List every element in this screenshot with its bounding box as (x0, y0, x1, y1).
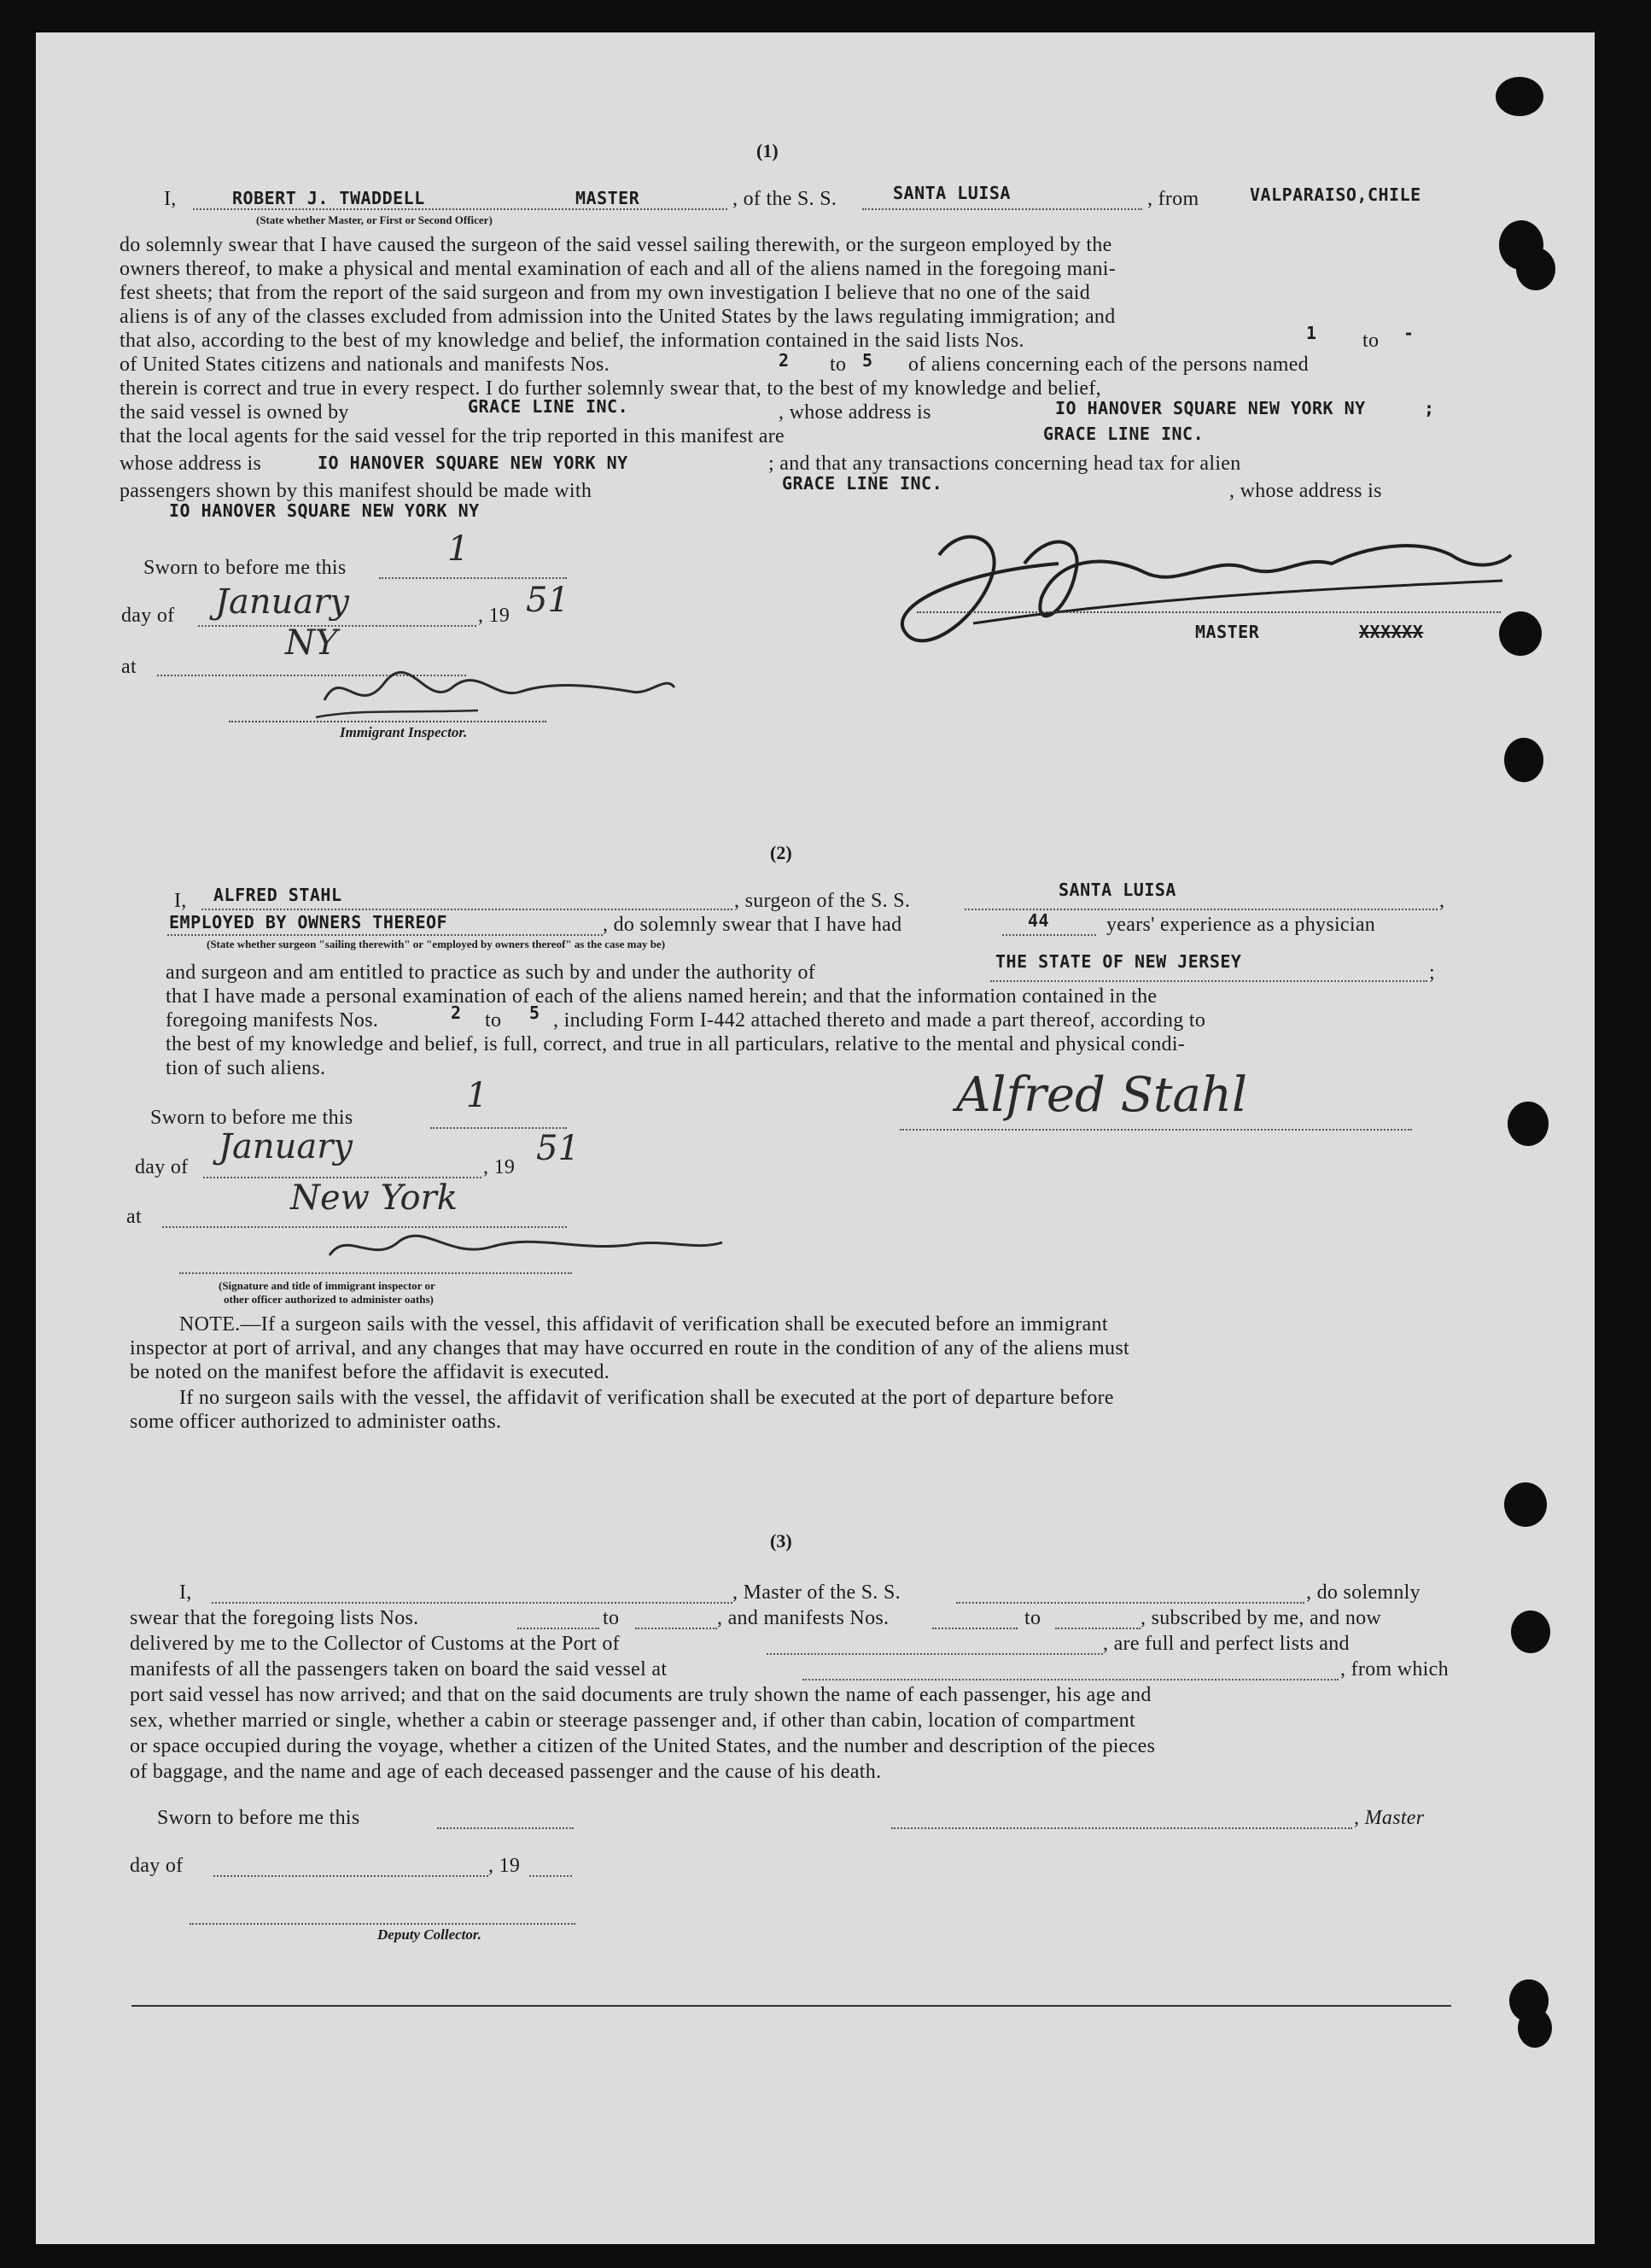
body-line: that I have made a personal examination of each of the aliens named herein; and that the information contained in the (166, 985, 1158, 1008)
note-line: If no surgeon sails with the vessel, the affidavit of verification shall be executed at the port of departure before (179, 1387, 1114, 1409)
to-label: to (1362, 330, 1380, 352)
body-line: that the local agents for the said vessel for the trip reported in this manifest are (120, 425, 785, 447)
surgeon-signature: Alfred Stahl (956, 1067, 1247, 1123)
to-label: to (485, 1009, 502, 1032)
owner-name: GRACE LINE INC. (468, 396, 629, 417)
body-line: ; and that any transactions concerning head tax for alien (768, 453, 1241, 475)
body-line: sex, whether married or single, whether a cabin or steerage passenger and, if other than cabin, location of compartment (130, 1710, 1135, 1732)
ship-name: SANTA LUISA (893, 183, 1011, 203)
punct: ; (1429, 962, 1435, 984)
master-signature (888, 504, 1520, 675)
body-line: owners thereof, to make a physical and mental examination of each and all of the aliens named in the foregoing mani- (120, 258, 1117, 280)
note-line: inspector at port of arrival, and any changes that may have occurred en route in the condition of any of the aliens must (130, 1337, 1129, 1359)
body-line: aliens is of any of the classes excluded from admission into the United States by the laws regulating immigration; and (120, 306, 1116, 328)
body-line: , whose address is (1229, 480, 1382, 502)
blank-field (932, 1628, 1018, 1629)
oath-i: I, (179, 1581, 192, 1604)
underline (917, 611, 1501, 613)
surgeon-of-label: , surgeon of the S. S. (734, 890, 911, 912)
body-line: port said vessel has now arrived; and that on the said documents are truly shown the name of each passenger, his age and (130, 1684, 1152, 1706)
punct: , (1439, 890, 1445, 912)
punch-hole (1496, 77, 1543, 116)
blank-field (190, 1923, 575, 1925)
body-line: , do solemnly (1306, 1581, 1421, 1604)
body-line: foregoing manifests Nos. (166, 1009, 379, 1032)
body-line: , subscribed by me, and now (1141, 1607, 1382, 1629)
blank-field (891, 1827, 1352, 1829)
divider-line (131, 2005, 1451, 2007)
sworn-year: 51 (536, 1129, 580, 1168)
underline (193, 208, 727, 210)
blank-field (767, 1653, 1103, 1655)
underline (900, 1129, 1412, 1131)
blank-field (956, 1602, 1304, 1604)
blank-field (635, 1628, 717, 1629)
sworn-day: 1 (447, 529, 470, 569)
to-label: to (603, 1607, 620, 1629)
sworn-place: New York (290, 1178, 458, 1218)
underline (201, 909, 732, 910)
body-line: , and manifests Nos. (717, 1607, 890, 1629)
surgeon-name: ALFRED STAHL (213, 885, 342, 905)
underline (229, 721, 546, 722)
agents-address: IO HANOVER SQUARE NEW YORK NY (318, 453, 628, 473)
body-line: that also, according to the best of my knowledge and belief, the information contained in the said lists Nos. (120, 330, 1024, 352)
inspector-signature (321, 1221, 731, 1272)
note-line: NOTE.—If a surgeon sails with the vessel, this affidavit of verification shall be executed before an immigrant (179, 1313, 1108, 1336)
underline (862, 208, 1142, 210)
sworn-label: Sworn to before me this (157, 1807, 360, 1829)
sworn-label: Sworn to before me this (150, 1107, 353, 1129)
body-line: years' experience as a physician (1106, 914, 1376, 936)
body-line: passengers shown by this manifest should be made with (120, 480, 592, 502)
manifests-to: 5 (862, 350, 873, 371)
body-line: , whose address is (779, 401, 931, 424)
body-line: , including Form I-442 attached thereto and made a part thereof, according to (553, 1009, 1206, 1032)
blank-field (212, 1602, 732, 1604)
master-label: , Master (1354, 1807, 1425, 1829)
at-label: at (121, 656, 137, 678)
oath-i: I, (174, 890, 187, 912)
blank-field (1055, 1628, 1141, 1629)
blank-field (437, 1827, 574, 1829)
underline (379, 577, 567, 579)
sworn-month: January (215, 582, 349, 622)
oath-i: I, (164, 188, 177, 210)
sworn-place: NY (285, 623, 338, 663)
punch-hole (1518, 2008, 1552, 2048)
head-tax-address: IO HANOVER SQUARE NEW YORK NY (169, 500, 480, 521)
year-prefix: , 19 (478, 605, 510, 627)
master-label: MASTER (1195, 622, 1260, 642)
owner-address: IO HANOVER SQUARE NEW YORK NY (1055, 398, 1366, 418)
year-prefix: , 19 (483, 1156, 516, 1178)
punch-hole (1516, 248, 1555, 290)
to-label: to (830, 354, 847, 376)
punch-hole (1508, 1102, 1549, 1146)
lists-from: 1 (1306, 323, 1317, 343)
day-of-label: day of (130, 1855, 184, 1877)
body-line: of United States citizens and nationals and manifests Nos. (120, 354, 610, 376)
underline (179, 1272, 572, 1274)
body-line: whose address is (120, 453, 262, 475)
blank-field (213, 1875, 488, 1877)
surgeon-manifests-from: 2 (451, 1002, 462, 1023)
underline (1002, 934, 1096, 936)
body-line: delivered by me to the Collector of Customs at the Port of (130, 1633, 620, 1655)
body-line: the said vessel is owned by (120, 401, 349, 424)
body-line: therein is correct and true in every respect. I do further solemnly swear that, to the best of my knowledge and belief, (120, 377, 1101, 400)
body-line: and surgeon and am entitled to practice as such by and under the authority of (166, 962, 816, 984)
surgeon-ship: SANTA LUISA (1059, 880, 1176, 900)
year-prefix: , 19 (488, 1855, 521, 1877)
body-line: swear that the foregoing lists Nos. (130, 1607, 419, 1629)
lists-to: - (1403, 323, 1415, 343)
body-line: tion of such aliens. (166, 1057, 326, 1079)
note-line: some officer authorized to administer oaths. (130, 1411, 502, 1433)
body-line: of baggage, and the name and age of each deceased passenger and the cause of his death. (130, 1761, 882, 1783)
head-tax-agent: GRACE LINE INC. (782, 473, 943, 494)
body-line: do solemnly swear that I have caused the surgeon of the said vessel sailing therewith, or the surgeon employed by the (120, 234, 1112, 256)
body-line: manifests of all the passengers taken on board the said vessel at (130, 1658, 668, 1681)
punch-hole (1511, 1610, 1550, 1653)
inspector-caption: Immigrant Inspector. (340, 724, 468, 740)
punch-hole (1504, 1482, 1547, 1527)
of-the-ss-label: , of the S. S. (732, 188, 837, 210)
body-line: or space occupied during the voyage, whether a citizen of the United States, and the number and description of the pieces (130, 1735, 1156, 1757)
from-label: , from (1147, 188, 1199, 210)
blank-field (802, 1679, 1339, 1681)
body-line: , are full and perfect lists and (1103, 1633, 1350, 1655)
departure-port: VALPARAISO,CHILE (1250, 184, 1421, 205)
section-3-number: (3) (770, 1530, 792, 1552)
inspector-signature (307, 649, 683, 726)
surgeon-manifests-to: 5 (529, 1002, 540, 1023)
body-line: , do solemnly swear that I have had (603, 914, 902, 936)
sworn-label: Sworn to before me this (143, 557, 347, 579)
struck-text: XXXXXX (1359, 622, 1424, 642)
manifests-from: 2 (779, 350, 790, 371)
underline (990, 980, 1427, 982)
at-label: at (126, 1206, 142, 1228)
license-authority: THE STATE OF NEW JERSEY (995, 951, 1242, 972)
surgeon-employment: EMPLOYED BY OWNERS THEREOF (169, 912, 448, 932)
employment-note: (State whether surgeon "sailing therewith" or "employed by owners thereof" as the case may be) (207, 938, 666, 950)
deputy-caption: Deputy Collector. (377, 1926, 481, 1943)
master-rank: MASTER (575, 188, 640, 208)
sworn-day: 1 (466, 1076, 488, 1115)
blank-field (529, 1875, 572, 1877)
sworn-year: 51 (526, 581, 569, 620)
blank-field (517, 1628, 599, 1629)
rank-note: (State whether Master, or First or Second Officer) (256, 213, 493, 226)
body-line: of aliens concerning each of the persons named (908, 354, 1309, 376)
body-line: , from which (1340, 1658, 1449, 1681)
sworn-month: January (219, 1127, 353, 1166)
body-line: the best of my knowledge and belief, is full, correct, and true in all particulars, relative to the mental and physical condi- (166, 1033, 1186, 1055)
day-of-label: day of (121, 605, 175, 627)
punch-hole (1504, 738, 1543, 782)
local-agents: GRACE LINE INC. (1043, 424, 1205, 444)
signature-caption: (Signature and title of immigrant inspector or (219, 1279, 435, 1292)
master-name: ROBERT J. TWADDELL (232, 188, 425, 208)
punct: ; (1424, 398, 1435, 418)
to-label: to (1024, 1607, 1041, 1629)
underline (167, 934, 603, 936)
section-2-number: (2) (770, 842, 792, 863)
note-line: be noted on the manifest before the affidavit is executed. (130, 1361, 610, 1383)
day-of-label: day of (135, 1156, 189, 1178)
section-1-number: (1) (756, 140, 779, 161)
body-line: fest sheets; that from the report of the said surgeon and from my own investigation I believe that no one of the said (120, 282, 1091, 304)
years-experience: 44 (1028, 910, 1050, 931)
signature-caption: other officer authorized to administer oaths) (224, 1293, 434, 1306)
master-of-label: , Master of the S. S. (732, 1581, 901, 1604)
